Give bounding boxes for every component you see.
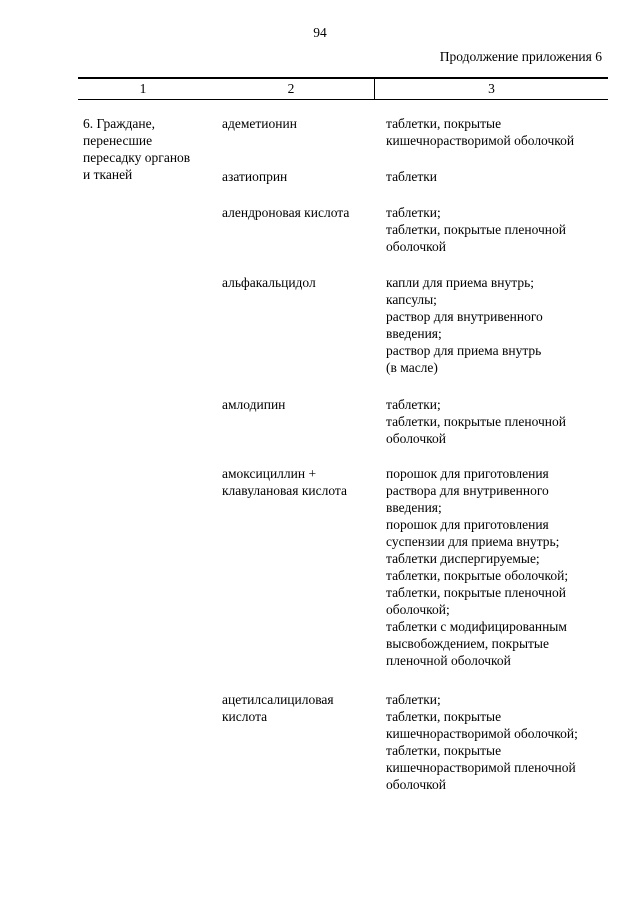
drug-name: ацетилсалициловая кислота [222,692,334,724]
dosage-forms: таблетки, покрытые кишечнорастворимой оболочкой [386,116,575,148]
header-col-3: 3 [488,81,495,96]
continuation-label: Продолжение приложения 6 [439,49,602,64]
drug-name: азатиоприн [222,169,288,184]
dosage-forms: таблетки; таблетки, покрытые пленочной оболочкой [386,397,567,446]
category-cell: 6. Граждане, перенесшие пересадку органов и тканей [83,116,191,182]
drug-name: алендроновая кислота [222,205,350,220]
dosage-forms: таблетки; таблетки, покрытые кишечнорастворимой оболочкой; таблетки, покрытые кишечнорастворимой пленочной оболочкой [386,692,578,792]
dosage-forms: капли для приема внутрь; капсулы; раствор для внутривенного введения; раствор для приема внутрь (в масле) [386,275,543,375]
dosage-forms: таблетки; таблетки, покрытые пленочной оболочкой [386,205,567,254]
drug-name: альфакальцидол [222,275,316,290]
drug-name: амоксициллин + клавулановая кислота [222,466,347,498]
header-col-1: 1 [139,81,147,96]
dosage-forms: порошок для приготовления раствора для внутривенного введения; порошок для приготовления суспензии для приема внутрь; таблетки диспергируемые; таблетки, покрытые оболочкой; таблетки, покрытые пленочной оболочкой; таблетки с модифицированным высвобождением, покрытые пленочной оболочкой [386,466,569,668]
header-col-2: 2 [287,81,295,96]
drug-name: адеметионин [222,116,297,131]
page-number: 94 [313,25,327,40]
drug-name: амлодипин [222,397,286,412]
dosage-forms: таблетки [386,169,438,184]
table-header [78,77,608,100]
